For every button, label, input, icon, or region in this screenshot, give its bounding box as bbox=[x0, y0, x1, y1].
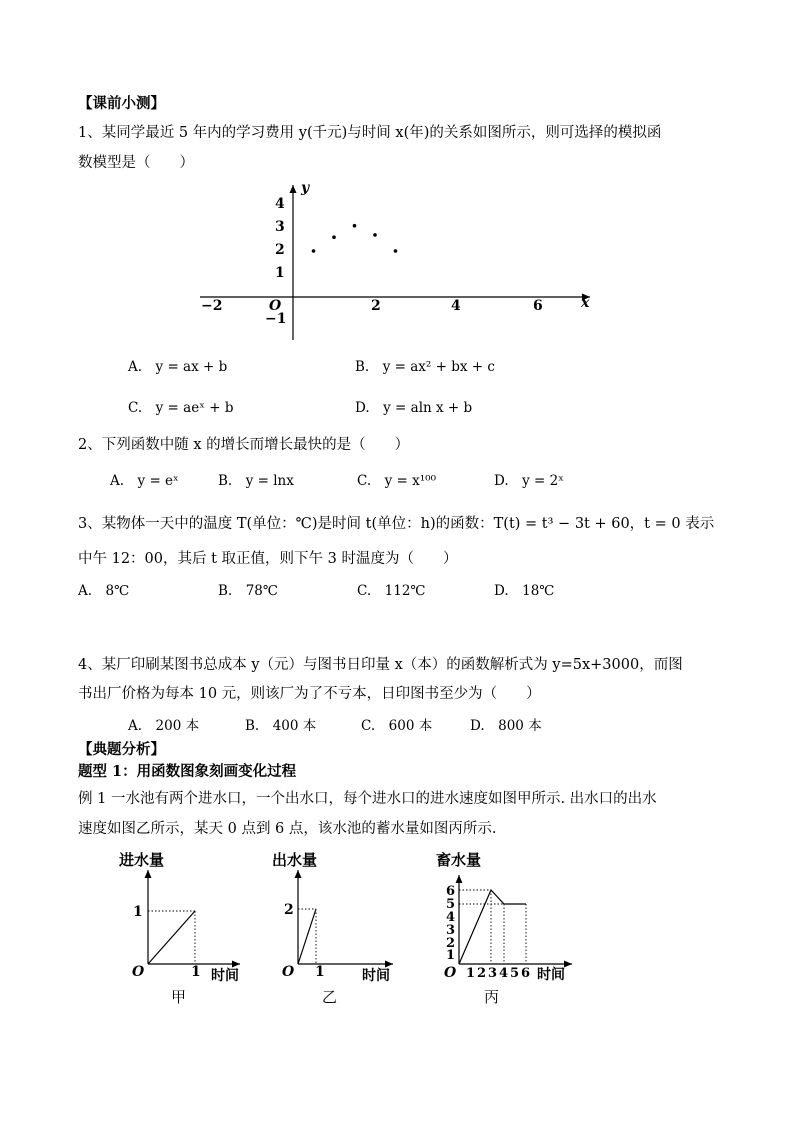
graph-bing-y-tick: 2 bbox=[446, 936, 456, 951]
graph-bing-x-tick: 4 bbox=[499, 966, 509, 981]
q1-x-tick: −2 bbox=[201, 298, 223, 314]
graph-yi-title: 出水量 bbox=[272, 851, 318, 869]
q2-stem: 2、下列函数中随 x 的增长而增长最快的是（ ） bbox=[78, 437, 410, 453]
graph-yi-x-tick: 1 bbox=[315, 964, 325, 980]
q1-x-tick: 2 bbox=[371, 298, 381, 314]
pretest-header: 【课前小测】 bbox=[78, 95, 165, 112]
q1-y-axis-label: y bbox=[301, 180, 310, 196]
q1-y-tick: −1 bbox=[265, 311, 287, 327]
q3-option-d[interactable]: D. 18℃ bbox=[494, 583, 555, 599]
analysis-header: 【典题分析】 bbox=[78, 741, 165, 758]
q1-y-tick: 1 bbox=[275, 265, 285, 281]
graph-jia bbox=[115, 848, 255, 1008]
graph-bing-x-tick: 2 bbox=[477, 966, 487, 981]
graph-bing-x-tick: 5 bbox=[510, 966, 520, 981]
q2-option-b[interactable]: B. y = lnx bbox=[218, 473, 294, 489]
type1-title: 题型 1：用函数图象刻画变化过程 bbox=[78, 763, 297, 780]
q1-option-c[interactable]: C. y = aeˣ + b bbox=[128, 400, 234, 416]
q4-option-d[interactable]: D. 800 本 bbox=[470, 718, 542, 734]
graph-bing-caption: 丙 bbox=[484, 988, 500, 1006]
graph-yi bbox=[268, 848, 408, 1008]
q2-option-c[interactable]: C. y = x¹⁰⁰ bbox=[357, 473, 437, 489]
q2-option-d[interactable]: D. y = 2ˣ bbox=[494, 473, 564, 489]
graph-yi-origin: O bbox=[282, 964, 295, 980]
graph-bing-y-tick: 6 bbox=[446, 884, 456, 899]
q1-y-tick: 3 bbox=[275, 219, 285, 235]
graph-bing-y-tick: 3 bbox=[446, 923, 456, 938]
graph-jia-x-label: 时间 bbox=[211, 968, 239, 984]
graph-bing-x-tick: 1 bbox=[466, 966, 476, 981]
graph-bing-y-tick: 4 bbox=[446, 910, 456, 925]
graph-bing-x-tick: 3 bbox=[488, 966, 498, 981]
q1-x-tick: 4 bbox=[451, 298, 461, 314]
graph-yi-caption: 乙 bbox=[322, 988, 338, 1006]
q4-stem-line1: 4、某厂印刷某图书总成本 y（元）与图书日印量 x（本）的函数解析式为 y=5x+3000，而图 bbox=[78, 657, 683, 673]
q1-stem-line1: 1、某同学最近 5 年内的学习费用 y(千元)与时间 x(年)的关系如图所示，则可选择的模拟函 bbox=[78, 125, 662, 141]
q2-option-a[interactable]: A. y = eˣ bbox=[110, 473, 179, 489]
q1-scatter-graph bbox=[195, 180, 595, 350]
q1-y-tick: 2 bbox=[275, 242, 285, 258]
example1-line2: 速度如图乙所示，某天 0 点到 6 点，该水池的蓄水量如图丙所示. bbox=[78, 821, 497, 837]
graph-jia-x-tick: 1 bbox=[191, 964, 201, 980]
q1-x-tick: 6 bbox=[533, 298, 543, 314]
graph-bing-y-tick: 1 bbox=[446, 948, 456, 963]
graph-yi-x-label: 时间 bbox=[362, 968, 390, 984]
q4-option-b[interactable]: B. 400 本 bbox=[245, 718, 317, 734]
q1-scatter-point-2 bbox=[332, 235, 336, 239]
q1-scatter-point-5 bbox=[394, 249, 398, 253]
graph-bing-x-tick: 6 bbox=[521, 966, 531, 981]
q3-stem-line1: 3、某物体一天中的温度 T(单位：℃)是时间 t(单位：h)的函数：T(t) = t³ − 3t + 60，t = 0 表示 bbox=[78, 516, 715, 532]
graph-bing-x-label: 时间 bbox=[537, 967, 565, 983]
graph-jia-title: 进水量 bbox=[119, 851, 165, 869]
graph-jia-origin: O bbox=[132, 964, 145, 980]
graph-bing-y-tick: 5 bbox=[446, 897, 456, 912]
q4-option-c[interactable]: C. 600 本 bbox=[361, 718, 433, 734]
q1-y-tick: 4 bbox=[275, 196, 285, 212]
q3-stem-line2: 中午 12：00，其后 t 取正值，则下午 3 时温度为（ ） bbox=[78, 551, 458, 567]
graph-jia-caption: 甲 bbox=[171, 988, 187, 1006]
example1-line1: 例 1 一水池有两个进水口，一个出水口，每个进水口的进水速度如图甲所示. 出水口的出水 bbox=[78, 791, 657, 807]
q1-x-axis-label: x bbox=[581, 295, 590, 311]
graph-bing bbox=[432, 848, 592, 1008]
q1-scatter-point-1 bbox=[312, 249, 316, 253]
graph-bing-title: 畜水量 bbox=[436, 851, 482, 869]
q4-option-a[interactable]: A. 200 本 bbox=[128, 718, 200, 734]
q1-origin-label: O bbox=[269, 298, 282, 314]
q1-scatter-point-4 bbox=[373, 233, 377, 237]
q1-option-a[interactable]: A. y = ax + b bbox=[128, 359, 228, 375]
q1-scatter-point-3 bbox=[353, 224, 357, 228]
q3-option-b[interactable]: B. 78℃ bbox=[218, 583, 278, 599]
q1-option-b[interactable]: B. y = ax² + bx + c bbox=[355, 359, 495, 375]
q1-stem-line2: 数模型是（ ） bbox=[78, 155, 194, 171]
q3-option-a[interactable]: A. 8℃ bbox=[78, 583, 130, 599]
q1-option-d[interactable]: D. y = aln x + b bbox=[355, 400, 473, 416]
graph-yi-y-tick: 2 bbox=[284, 902, 294, 918]
q3-option-c[interactable]: C. 112℃ bbox=[357, 583, 426, 599]
graph-bing-origin: O bbox=[444, 965, 457, 981]
graph-jia-y-tick: 1 bbox=[133, 904, 143, 920]
q4-stem-line2: 书出厂价格为每本 10 元，则该厂为了不亏本，日印图书至少为（ ） bbox=[78, 686, 541, 702]
